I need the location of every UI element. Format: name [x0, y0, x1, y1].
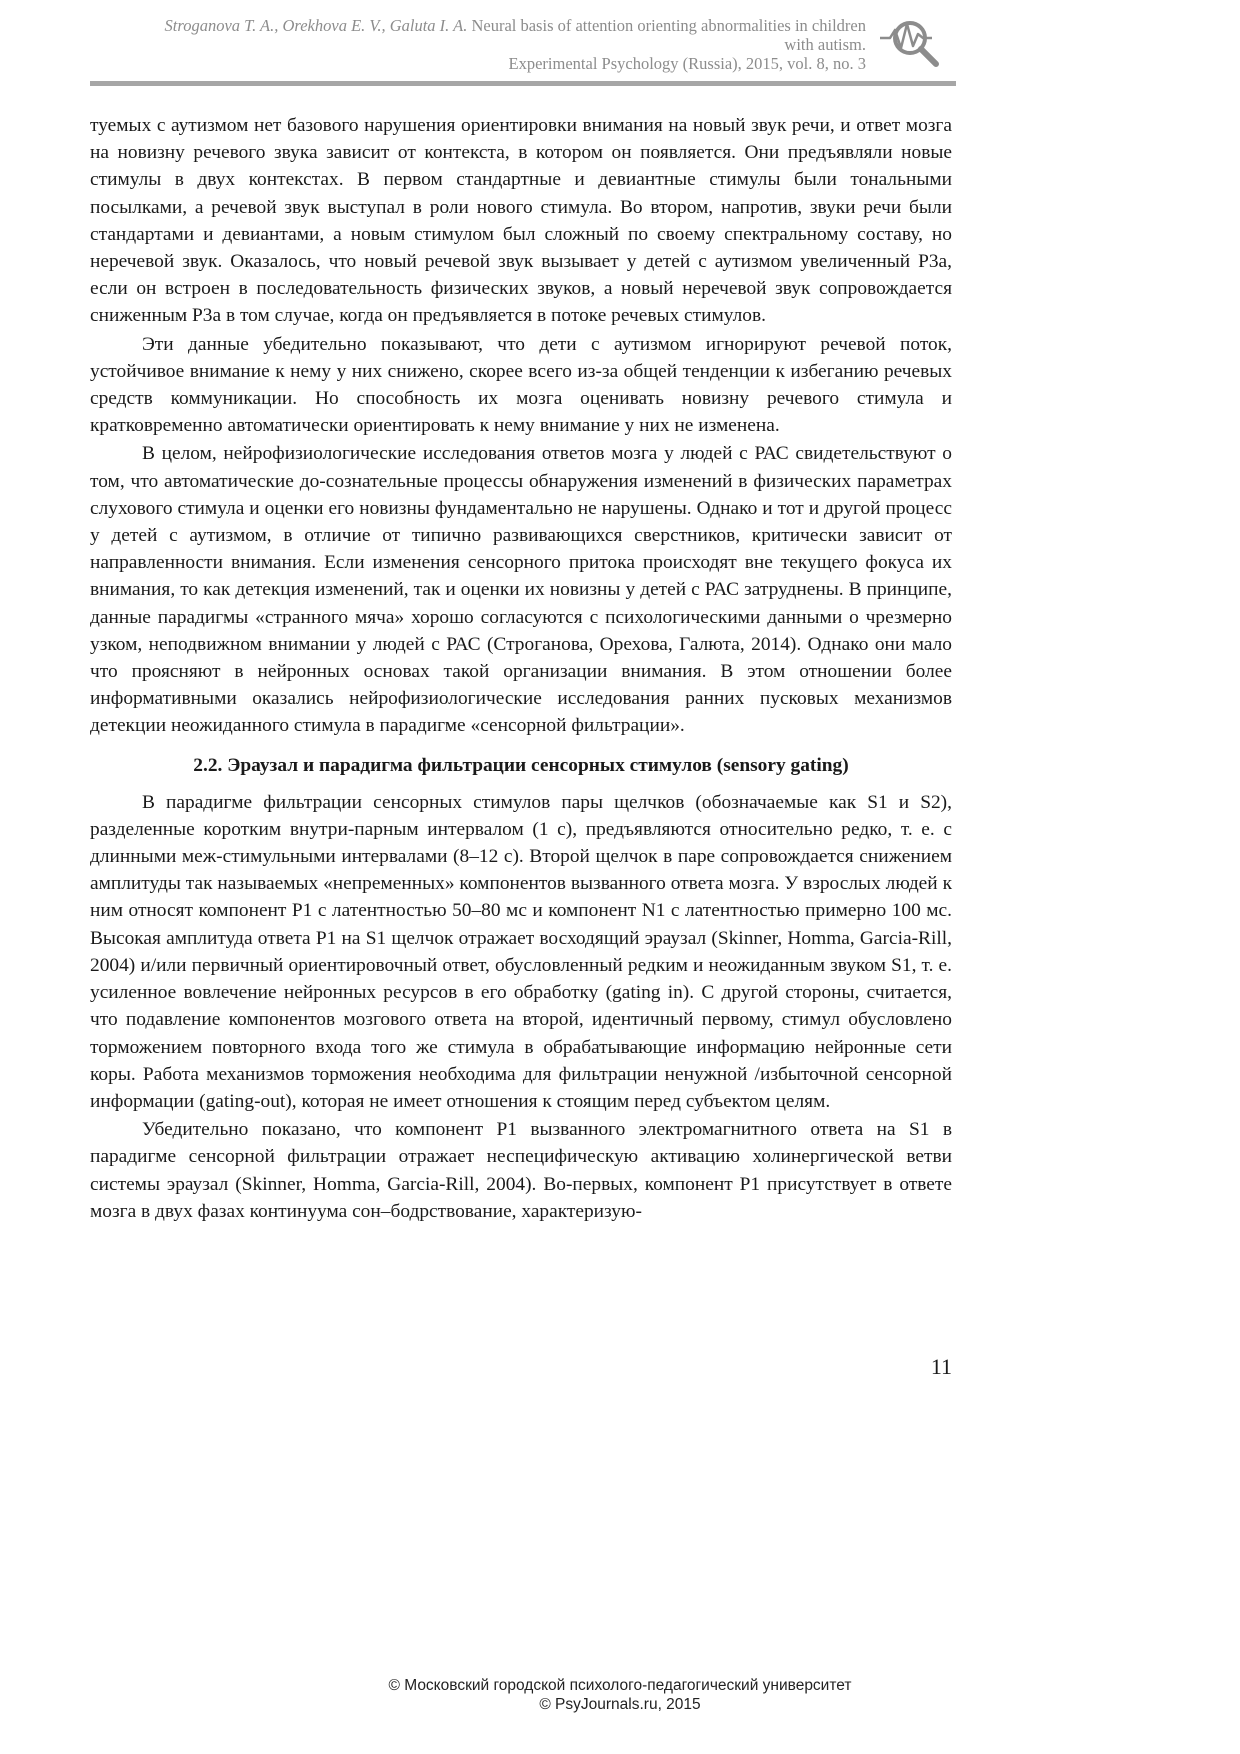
running-head-line-1	[90, 16, 866, 35]
paragraph-3: В целом, нейрофизиологические исследования ответов мозга у людей с РАС свидетельствуют о том, что автоматические до-сознательные процессы обнаружения изменений в физических параметрах слухового стимула и оценки его новизны фундаментально не нарушены. Однако и тот и другой процесс у детей с аутизмом, в отличие от типично развивающихся сверстников, критически зависит от направленности внимания. Если изменения сенсорного притока происходят вне текущего фокуса их внимания, то как детекция изменений, так и оценки их новизны у детей с РАС затруднены. В принципе, данные парадигмы «странного мяча» хорошо согласуются с психологическими данными о чрезмерно узком, неподвижном внимании у людей с РАС (Строганова, Орехова, Галюта, 2014). Однако они мало что проясняют в нейронных основах такой организации внимания. В этом отношении более информативными оказались нейрофизиологические исследования ранних пусковых механизмов детекции неожиданного стимула в парадигме «сенсорной фильтрации».	[90, 443, 952, 737]
footer-copyright-psyjournals: © PsyJournals.ru, 2015	[539, 1696, 701, 1713]
footer-copyright-university: © Московский городской психолого-педагогический университет	[388, 1677, 852, 1694]
section-heading: 2.2. Эраузал и парадигма фильтрации сенсорных стимулов (sensory gating)	[193, 754, 849, 776]
running-head	[90, 16, 866, 73]
paragraph-2: Эти данные убедительно показывают, что дети с аутизмом игнорируют речевой поток, устойчивое внимание к нему у них снижено, скорее всего из-за общей тенденции к избеганию речевых средств коммуникации. Но способность их мозга оценивать новизну речевого стимула и кратковременно автоматически ориентировать к нему внимание у них не изменена.	[90, 333, 952, 437]
magnifier-wave-icon	[878, 12, 948, 72]
footer	[0, 1676, 1240, 1714]
article-body	[90, 112, 952, 1225]
header-rule	[90, 81, 956, 86]
paragraph-1: туемых с аутизмом нет базового нарушения ориентировки внимания на новый звук речи, и ответ мозга на новизну речевого звука зависит от контекста, в котором он появляется. Они предъявляли новые стимулы в двух контекстах. В первом стандартные и девиантные стимулы были тональными посылками, а речевой звук выступал в роли нового стимула. Во втором, напротив, звуки речи были стандартами и девиантами, а новым стимулом был сложный по своему спектральному составу, но неречевой звук. Оказалось, что новый речевой звук вызывает у детей с аутизмом увеличенный P3a, если он встроен в последовательность физических звуков, а новый неречевой звук сопровождается сниженным P3a в том случае, когда он предъявляется в потоке речевых стимулов.	[90, 115, 952, 327]
paragraph-4: В парадигме фильтрации сенсорных стимулов пары щелчков (обозначаемые как S1 и S2), разделенные коротким внутри-парным интервалом (1 с), предъявляются относительно редко, т. е. с длинными меж-стимульными интервалами (8–12 с). Второй щелчок в паре сопровождается снижением амплитуды так называемых «непременных» компонентов вызванного ответа мозга. У взрослых людей к ним относят компонент P1 с латентностью 50–80 мс и компонент N1 с латентностью примерно 100 мс. Высокая амплитуда ответа P1 на S1 щелчок отражает восходящий эраузал (Skinner, Homma, Garcia-Rill, 2004) и/или первичный ориентировочный ответ, обусловленный редким и неожиданным звуком S1, т. е. усиленное вовлечение нейронных ресурсов в его обработку (gating in). С другой стороны, считается, что подавление компонентов мозгового ответа на второй, идентичный первому, стимул обусловлено торможением повторного входа того же стимула в обрабатывающие информацию нейронные сети коры. Работа механизмов торможения необходима для фильтрации ненужной /избыточной сенсорной информации (gating-out), которая не имеет отношения к стоящим перед субъектом целям.	[90, 791, 952, 1112]
page-number: 11	[930, 1354, 952, 1379]
header-title-line-2: with autism.	[784, 35, 866, 54]
header-journal: Experimental Psychology (Russia), 2015, vol. 8, no. 3	[508, 54, 866, 73]
header-title-line-1: Neural basis of attention orienting abnormalities in children	[471, 16, 866, 35]
paragraph-5: Убедительно показано, что компонент P1 вызванного электромагнитного ответа на S1 в парадигме сенсорной фильтрации отражает неспецифическую активацию холинергической ветви системы эраузал (Skinner, Homma, Garcia-Rill, 2004). Во-первых, компонент P1 присутствует в ответе мозга в двух фазах континуума сон–бодрствование, характеризую-	[90, 1119, 952, 1222]
header-authors: Stroganova T. A., Orekhova E. V., Galuta I. A.	[164, 16, 468, 35]
